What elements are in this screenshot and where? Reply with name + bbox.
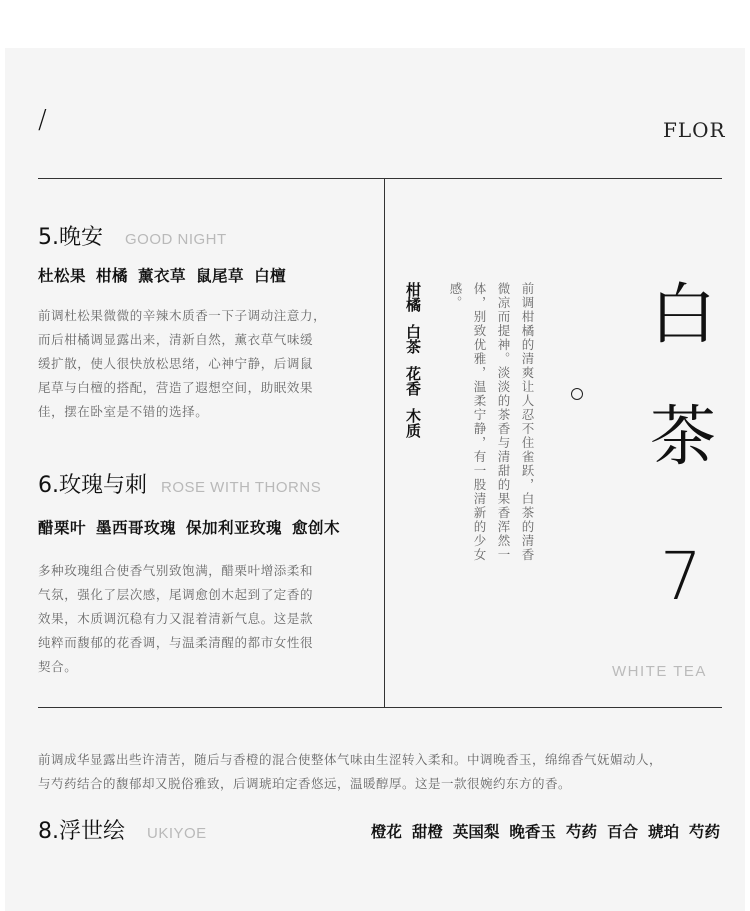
desc-line: 气氛，强化了层次感，尾调愈创木起到了定香的 (38, 587, 314, 602)
note: 芍药 (688, 823, 720, 841)
section-8-notes (361, 820, 720, 842)
desc-line: 感。 (448, 282, 463, 310)
brand-name: FLOR (663, 118, 726, 142)
section-6-number: 6.玫瑰与刺 (38, 473, 147, 498)
section-6-description (38, 559, 378, 679)
desc-line: 与芍药结合的馥郁却又脱俗雅致，后调琥珀定香悠远，温暖醇厚。这是一款很婉约东方的香。 (38, 776, 572, 791)
note: 柑橘 (96, 267, 129, 285)
note: 百合 (606, 823, 638, 841)
note: 墨西哥玫瑰 (96, 519, 177, 537)
note: 白檀 (254, 267, 287, 285)
note: 杜松果 (38, 267, 87, 285)
desc-line: 效果，木质调沉稳有力又混着清新气息。这是款 (38, 611, 314, 626)
desc-line: 契合。 (38, 659, 78, 674)
note: 愈创木 (292, 519, 341, 537)
note-text: 木质 (404, 408, 422, 438)
desc-line: 微凉而提神。淡淡的茶香与清甜的果香浑然一 (496, 282, 511, 562)
note (402, 366, 423, 396)
note-text: 花香 (404, 366, 422, 396)
section-6-notes (38, 516, 350, 538)
note: 芍药 (565, 823, 597, 841)
desc-line: 尾草与白檀的搭配，营造了遐想空间，助眠效果 (38, 380, 314, 395)
title-char: 白 (650, 276, 716, 353)
note: 薰衣草 (138, 267, 187, 285)
slash-mark: / (38, 105, 47, 135)
note: 琥珀 (647, 823, 679, 841)
note: 英国梨 (452, 823, 500, 841)
top-divider (38, 178, 722, 179)
note (402, 282, 423, 312)
note-text: 柑橘 (404, 282, 422, 312)
desc-line: 前调杜松果微微的辛辣木质香一下子调动注意力， (38, 308, 327, 323)
note: 保加利亚玫瑰 (186, 519, 283, 537)
section-8-description (38, 748, 728, 796)
note (402, 324, 423, 354)
section-7-number: 7 (660, 538, 702, 615)
section-6-english: ROSE WITH THORNS (161, 479, 322, 496)
section-6-title (38, 468, 321, 499)
desc-line: 前调成华显露出些许清苦，随后与香橙的混合使整体气味由生涩转入柔和。中调晚香玉，绵绵香气妩媚动人， (38, 752, 663, 767)
note: 橙花 (370, 823, 402, 841)
note: 鼠尾草 (196, 267, 245, 285)
desc-line: 缓扩散，使人很快放松思绪，心神宁静，后调鼠 (38, 356, 314, 371)
section-7-title (648, 275, 718, 477)
note-text: 白茶 (404, 324, 422, 354)
note: 晚香玉 (509, 823, 556, 841)
desc-line: 而后柑橘调显露出来，清新自然，薰衣草气味缓 (38, 332, 314, 347)
section-7-english: WHITE TEA (612, 663, 707, 680)
section-5-english: GOOD NIGHT (125, 231, 227, 248)
desc-line: 前调柑橘的清爽让人忍不住雀跃，白茶的清香 (520, 282, 535, 562)
section-8-title (38, 814, 207, 845)
section-5-notes (38, 264, 296, 286)
desc-line: 纯粹而馥郁的花香调，与温柔清醒的都市女性很 (38, 635, 314, 650)
center-divider (384, 178, 385, 708)
desc-line: 体，别致优雅，温柔宁静，有一股清新的少女 (472, 282, 487, 562)
note: 甜橙 (411, 823, 443, 841)
desc-line: 佳，摆在卧室是不错的选择。 (38, 404, 209, 419)
section-5-description (38, 304, 378, 424)
section-5-title (38, 220, 227, 251)
section-8-number: 8.浮世绘 (38, 819, 125, 844)
section-5-number: 5.晚安 (38, 225, 103, 250)
title-char: 茶 (650, 398, 716, 475)
circle-mark (571, 388, 583, 400)
section-8-english: UKIYOE (147, 825, 207, 842)
section-7-description (443, 282, 539, 622)
desc-line: 多种玫瑰组合使香气别致饱满，醋栗叶增添柔和 (38, 563, 314, 578)
note (402, 408, 423, 438)
section-7-notes (402, 282, 423, 450)
middle-divider (38, 707, 722, 708)
note: 醋栗叶 (38, 519, 87, 537)
